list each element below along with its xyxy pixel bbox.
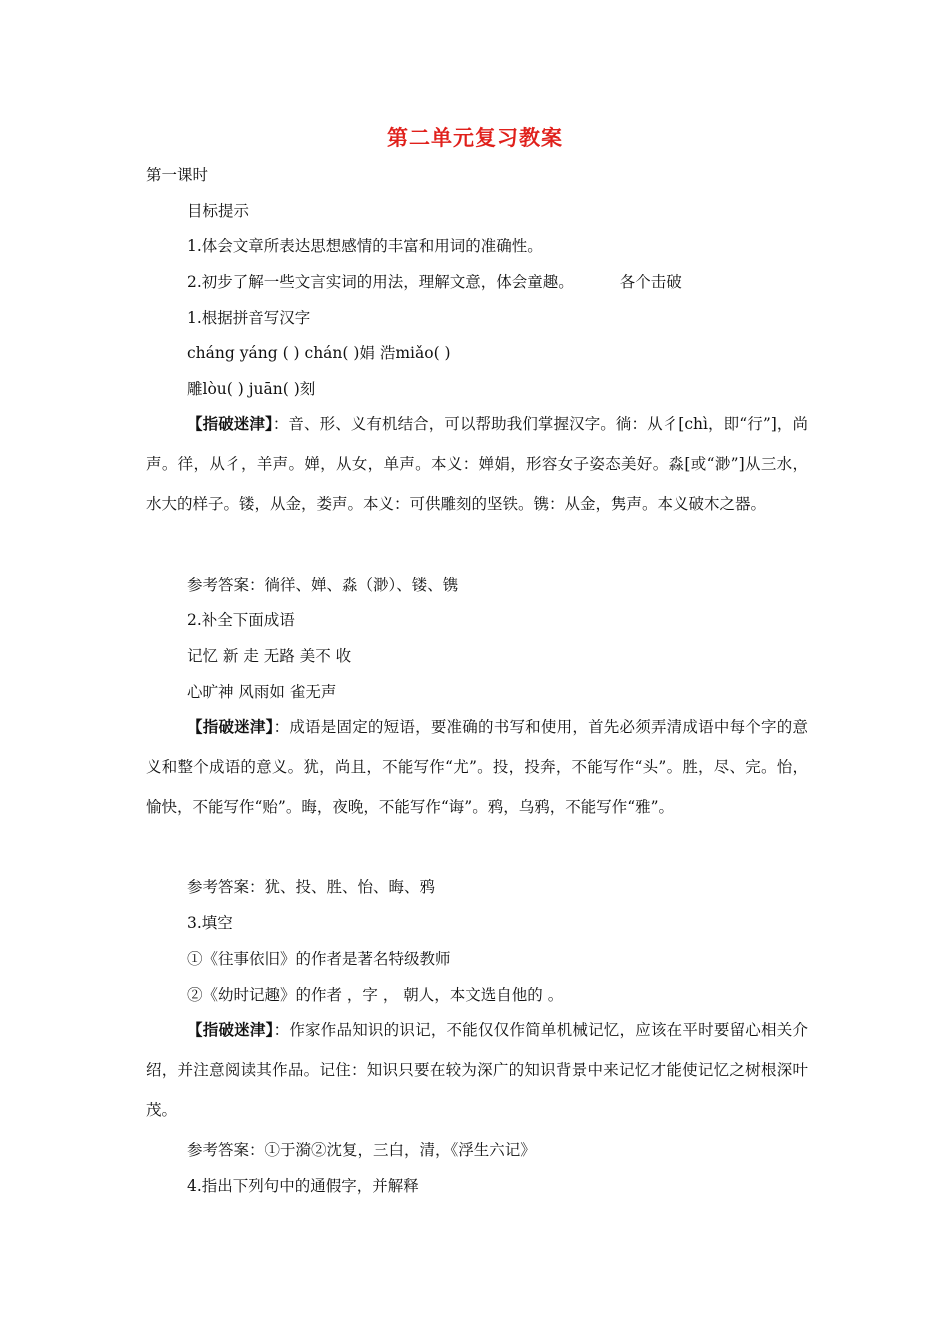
objective-2-line <box>187 271 682 293</box>
lesson-label: 第一课时 <box>146 166 209 184</box>
q3-answer: 参考答案：①于漪②沈复，三白，清，《浮生六记》 <box>187 1141 536 1159</box>
q2-idioms-line-2: 心旷神 风雨如 雀无声 <box>187 683 337 701</box>
objective-2: 2.初步了解一些文言实词的用法，理解文意，体会童趣。 <box>187 273 574 291</box>
q3-hint <box>146 1010 808 1130</box>
q3-title: 3.填空 <box>187 914 233 932</box>
q2-hint-text: ：成语是固定的短语，要准确的书写和使用，首先必须弄清成语中每个字的意义和整个成语的意义。犹，尚且，不能写作“尤”。投，投奔，不能写作“头”。胜，尽、完。怡，愉快，不能写作“贻”。晦，夜晚，不能写作“诲”。鸦，乌鸦，不能写作“雅”。 <box>146 718 808 816</box>
q2-answer: 参考答案：犹、投、胜、怡、晦、鸦 <box>187 878 436 896</box>
document-title: 第二单元复习教案 <box>387 125 563 150</box>
q3-hint-label: 【指破迷津】 <box>187 1020 274 1039</box>
q1-hint-text: ：音、形、义有机结合，可以帮助我们掌握汉字。徜：从彳[chì，即“行”]，尚声。徉，从彳，羊声。婵，从女，单声。本义：婵娟，形容女子姿态美好。淼[或“渺”]从三水，水大的样子。镂，从金，娄声。本义：可供雕刻的坚铁。镌：从金，隽声。本义破木之器。 <box>146 415 808 513</box>
q2-idioms-line-1: 记忆 新 走 无路 美不 收 <box>187 647 352 665</box>
q2-title: 2.补全下面成语 <box>187 611 295 629</box>
q1-pinyin-line-1: cháng yáng ( ) chán( )娟 浩miǎo( ) <box>187 344 451 362</box>
q3-blank-1: ①《往事依旧》的作者是著名特级教师 <box>187 950 451 968</box>
q4-title: 4.指出下列句中的通假字，并解释 <box>187 1177 419 1195</box>
objective-heading: 目标提示 <box>187 202 250 220</box>
q1-hint-label: 【指破迷津】 <box>187 414 273 433</box>
q1-hint <box>146 404 808 524</box>
q2-hint <box>146 707 808 827</box>
q3-hint-text: ：作家作品知识的识记，不能仅仅作简单机械记忆，应该在平时要留心相关介绍，并注意阅读其作品。记住：知识只要在较为深广的知识背景中来记忆才能使记忆之树根深叶茂。 <box>146 1021 808 1119</box>
q1-answer: 参考答案：徜徉、婵、淼（渺）、镂、镌 <box>187 576 459 594</box>
q2-hint-label: 【指破迷津】 <box>187 717 274 736</box>
q1-title: 1.根据拼音写汉字 <box>187 309 311 327</box>
q3-blank-2: ②《幼时记趣》的作者 ，字 ， 朝人，本文选自他的 。 <box>187 986 564 1004</box>
q1-pinyin-line-2: 雕lòu( ) juān( )刻 <box>187 380 316 398</box>
objective-1: 1.体会文章所表达思想感情的丰富和用词的准确性。 <box>187 237 543 255</box>
section-tag: 各个击破 <box>619 273 682 291</box>
